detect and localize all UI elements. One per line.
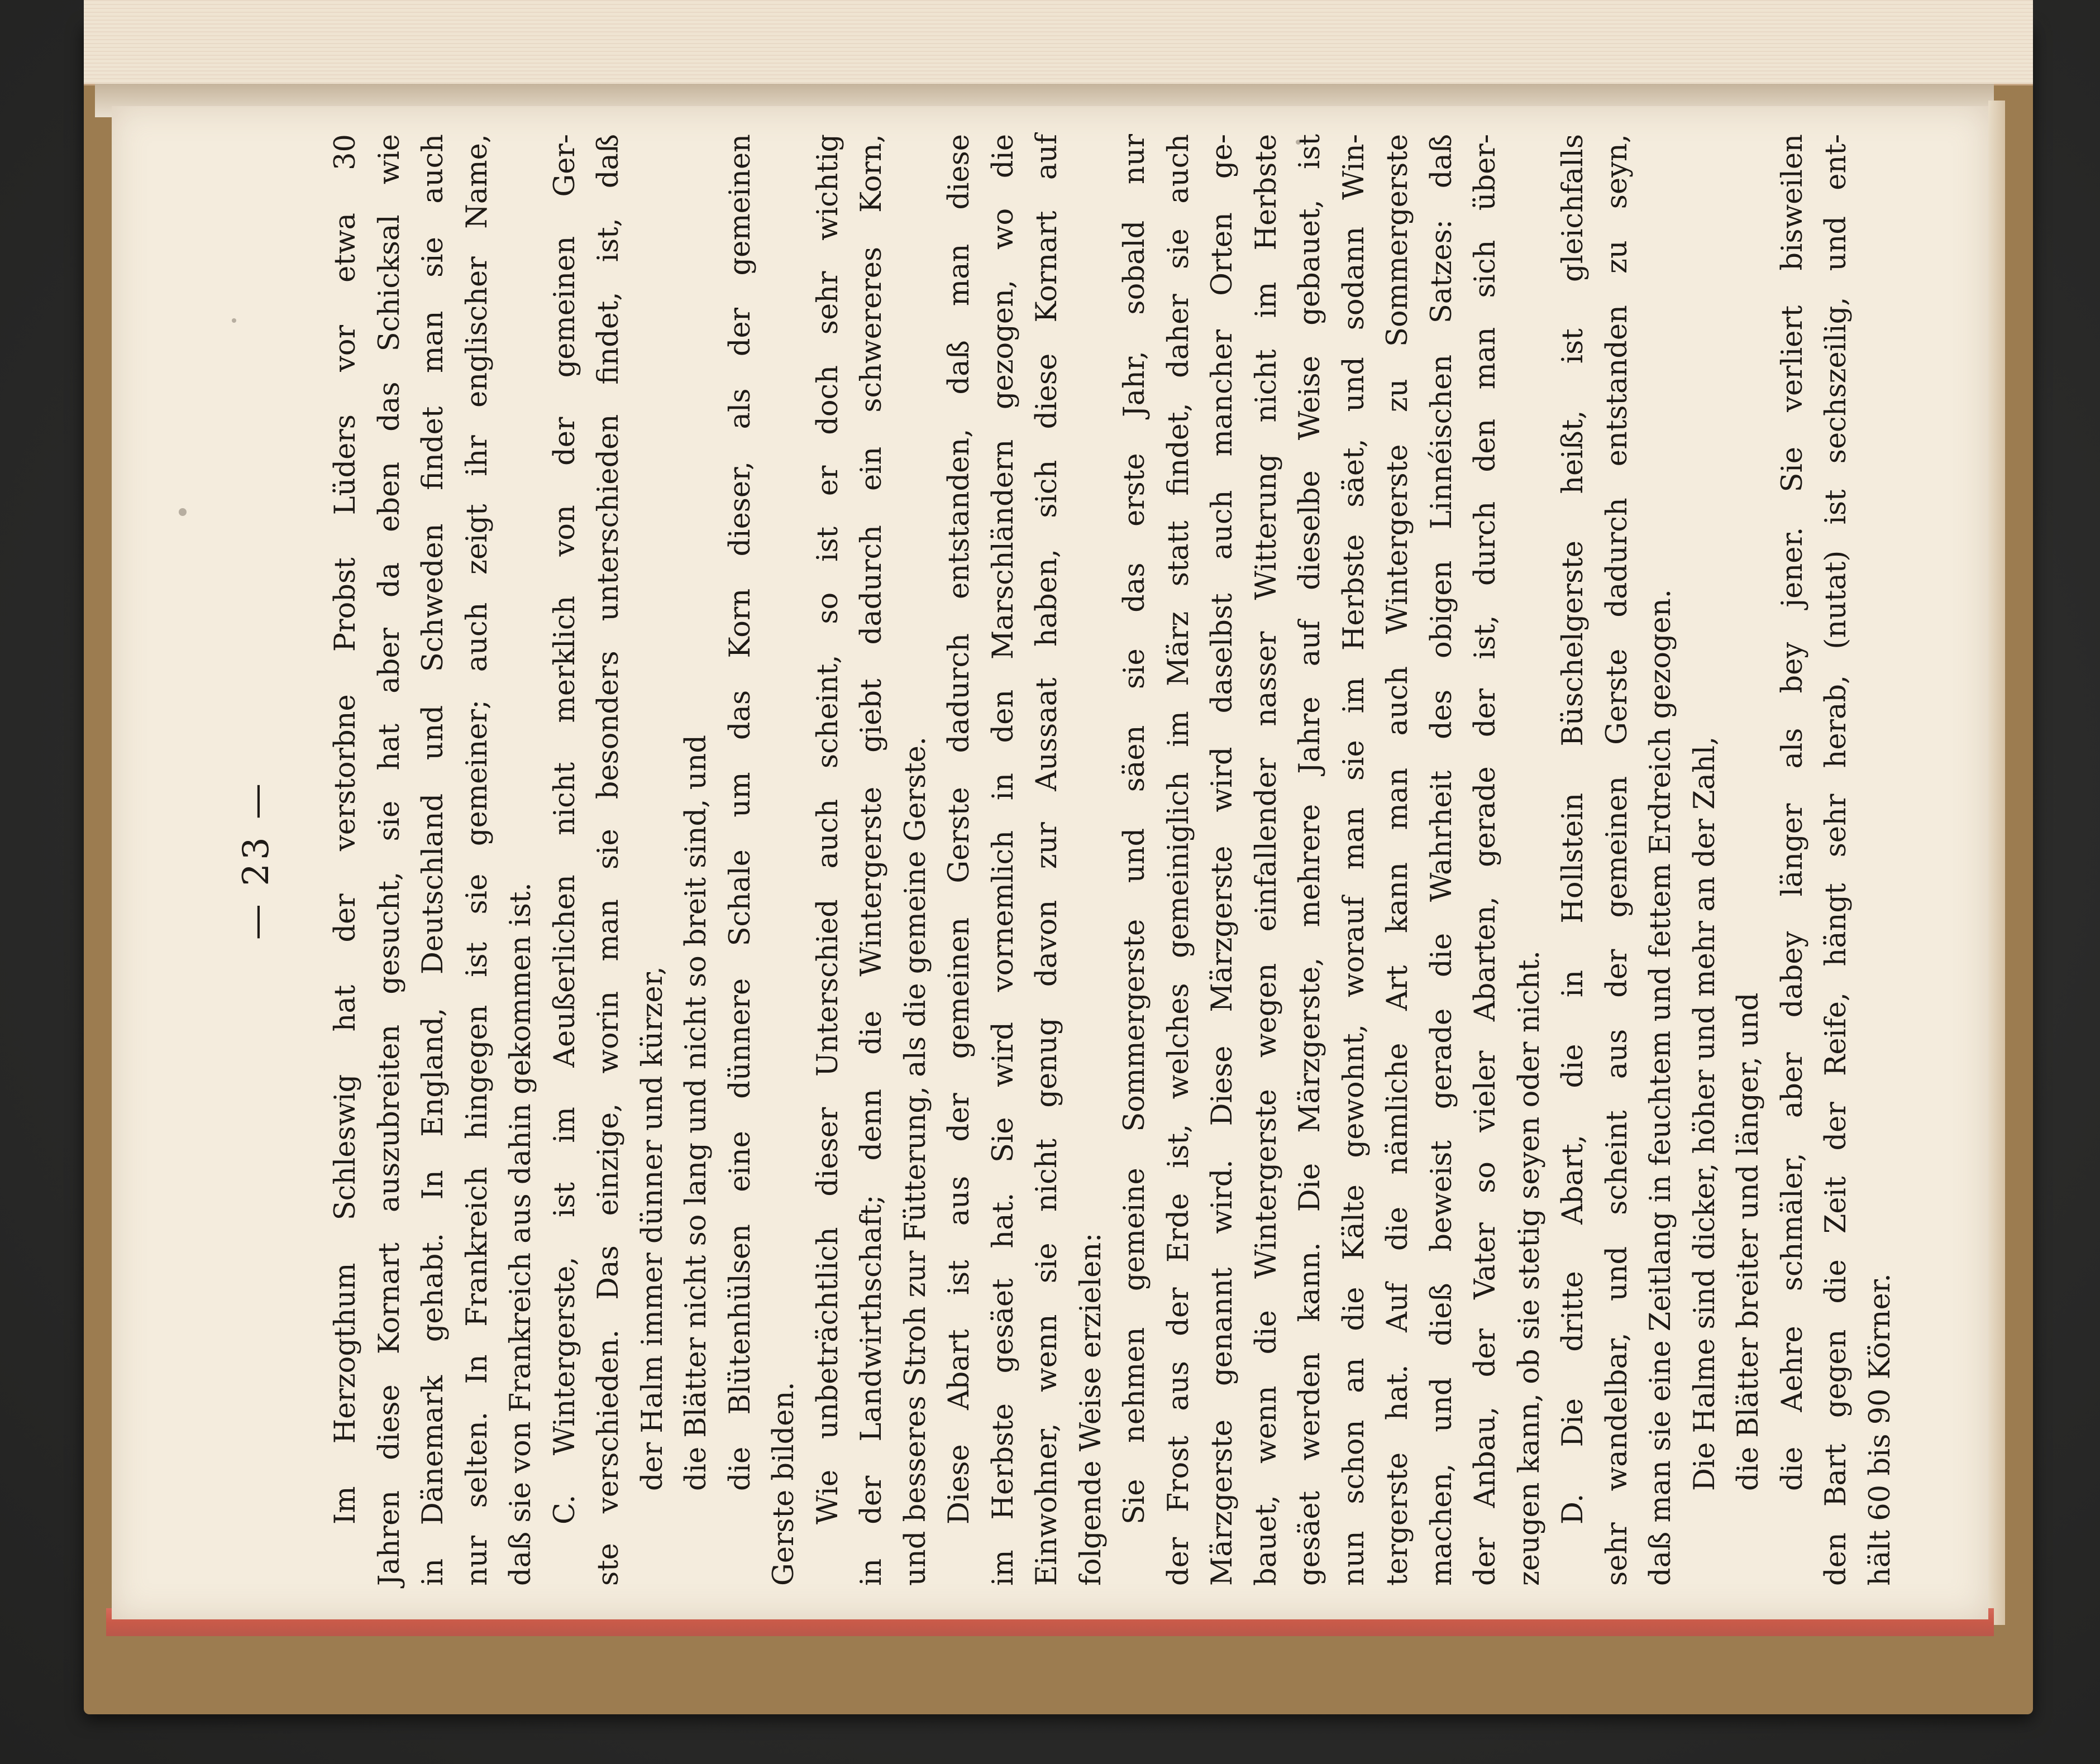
text-line: hält 60 bis 90 Körner. <box>1863 1273 1897 1586</box>
body-text <box>324 134 1902 1586</box>
text-line: C. Wintergerste, ist im Aeußerlichen nicht merklich von der gemeinen Ger- <box>548 134 581 1524</box>
text-line: zeugen kann, ob sie stetig seyen oder nicht. <box>1512 950 1546 1586</box>
text-line: die Blütenhülsen eine dünnere Schale um das Korn dieser, als der gemeinen <box>723 134 757 1491</box>
text-line: D. Die dritte Abart, die in Hollstein Büschelgerste heißt, ist gleichfalls <box>1557 134 1590 1524</box>
text-line: den Bart gegen die Zeit der Reife, hängt sehr herab, (nutat) ist sechszeilig, und ent- <box>1820 134 1853 1586</box>
text-line: die Aehre schmäler, aber dabey länger als bey jener. Sie verliert bisweilen <box>1776 134 1809 1491</box>
text-line: in Dänemark gehabt. In England, Deutschland und Schweden findet man sie auch <box>417 134 450 1586</box>
text-line: der Anbau, der Vater so vieler Abarten, gerade der ist, durch den man sich über- <box>1469 134 1502 1586</box>
facing-page-edge <box>84 0 2033 85</box>
text-line: die Blätter nicht so lang und nicht so breit sind, und <box>680 735 713 1491</box>
text-line: Sie nehmen gemeine Sommergerste und säen sie das erste Jahr, sobald nur <box>1118 134 1151 1524</box>
text-line: im Herbste gesäet hat. Sie wird vornemlich in den Marschländern gezogen, wo die <box>986 134 1020 1586</box>
text-line: bauet, wenn die Wintergerste wegen einfallender nasser Witterung nicht im Herbste <box>1249 134 1283 1586</box>
text-line: tergerste hat. Auf die nämliche Art kann man auch Wintergerste zu Sommergerste <box>1381 134 1414 1586</box>
text-line: Märzgerste genannt wird. Diese Märzgerste wird daselbst auch mancher Orten ge- <box>1206 134 1239 1586</box>
text-line: gesäet werden kann. Die Märzgerste, mehrere Jahre auf dieselbe Weise gebauet, ist <box>1294 134 1326 1586</box>
text-line: in der Landwirthschaft; denn die Wintergerste giebt dadurch ein schwereres Korn, <box>855 134 888 1586</box>
text-line: ste verschieden. Das einzige, worin man sie besonders unterschieden findet, ist, daß <box>592 134 625 1586</box>
text-line: Im Herzogthum Schleswig hat der verstorbne Probst Lüders vor etwa 30 <box>329 134 362 1524</box>
text-line: Die Halme sind dicker, höher und mehr an der Zahl, <box>1688 736 1721 1491</box>
text-line: Diese Abart ist aus der gemeinen Gerste dadurch entstanden, daß man diese <box>943 134 976 1524</box>
text-line: Jahren diese Kornart auszubreiten gesucht, sie hat aber da eben das Schicksal wie <box>373 134 406 1586</box>
text-line: daß sie von Frankreich aus dahin gekommen ist. <box>504 882 537 1586</box>
text-line: die Blätter breiter und länger, und <box>1732 992 1765 1491</box>
page-fore-edge <box>1988 101 2005 1625</box>
text-line: Einwohner, wenn sie nicht genug davon zur Aussaat haben, sich diese Kornart auf <box>1030 134 1063 1586</box>
text-line: Wie unbeträchtlich dieser Unterschied auch scheint, so ist er doch sehr wichtig <box>811 134 844 1524</box>
text-line: nun schon an die Kälte gewohnt, worauf man sie im Herbste säet, und sodann Win- <box>1337 134 1371 1586</box>
text-line: der Frost aus der Erde ist, welches gemeiniglich im März statt findet, daher sie auch <box>1162 134 1195 1586</box>
text-line: nur selten. In Frankreich hingegen ist sie gemeiner; auch zeigt ihr englischer Name, <box>460 134 494 1586</box>
rotated-page-content <box>235 134 1897 1586</box>
text-line: der Halm immer dünner und kürzer, <box>636 966 669 1491</box>
text-line: daß man sie eine Zeitlang in feuchtem und fettem Erdreich gezogen. <box>1644 589 1677 1586</box>
text-line: Gerste bilden. <box>767 1381 800 1586</box>
text-line: machen, und dieß beweist gerade die Wahrheit des obigen Linnéischen Satzes: daß <box>1425 134 1458 1586</box>
text-line: folgende Weise erzielen: <box>1074 1232 1108 1586</box>
text-line: und besseres Stroh zur Fütterung, als die gemeine Gerste. <box>899 736 932 1586</box>
text-line: sehr wandelbar, und scheint aus der gemeinen Gerste dadurch entstanden zu seyn, <box>1600 134 1634 1586</box>
page-number: — 23 — <box>236 780 277 940</box>
